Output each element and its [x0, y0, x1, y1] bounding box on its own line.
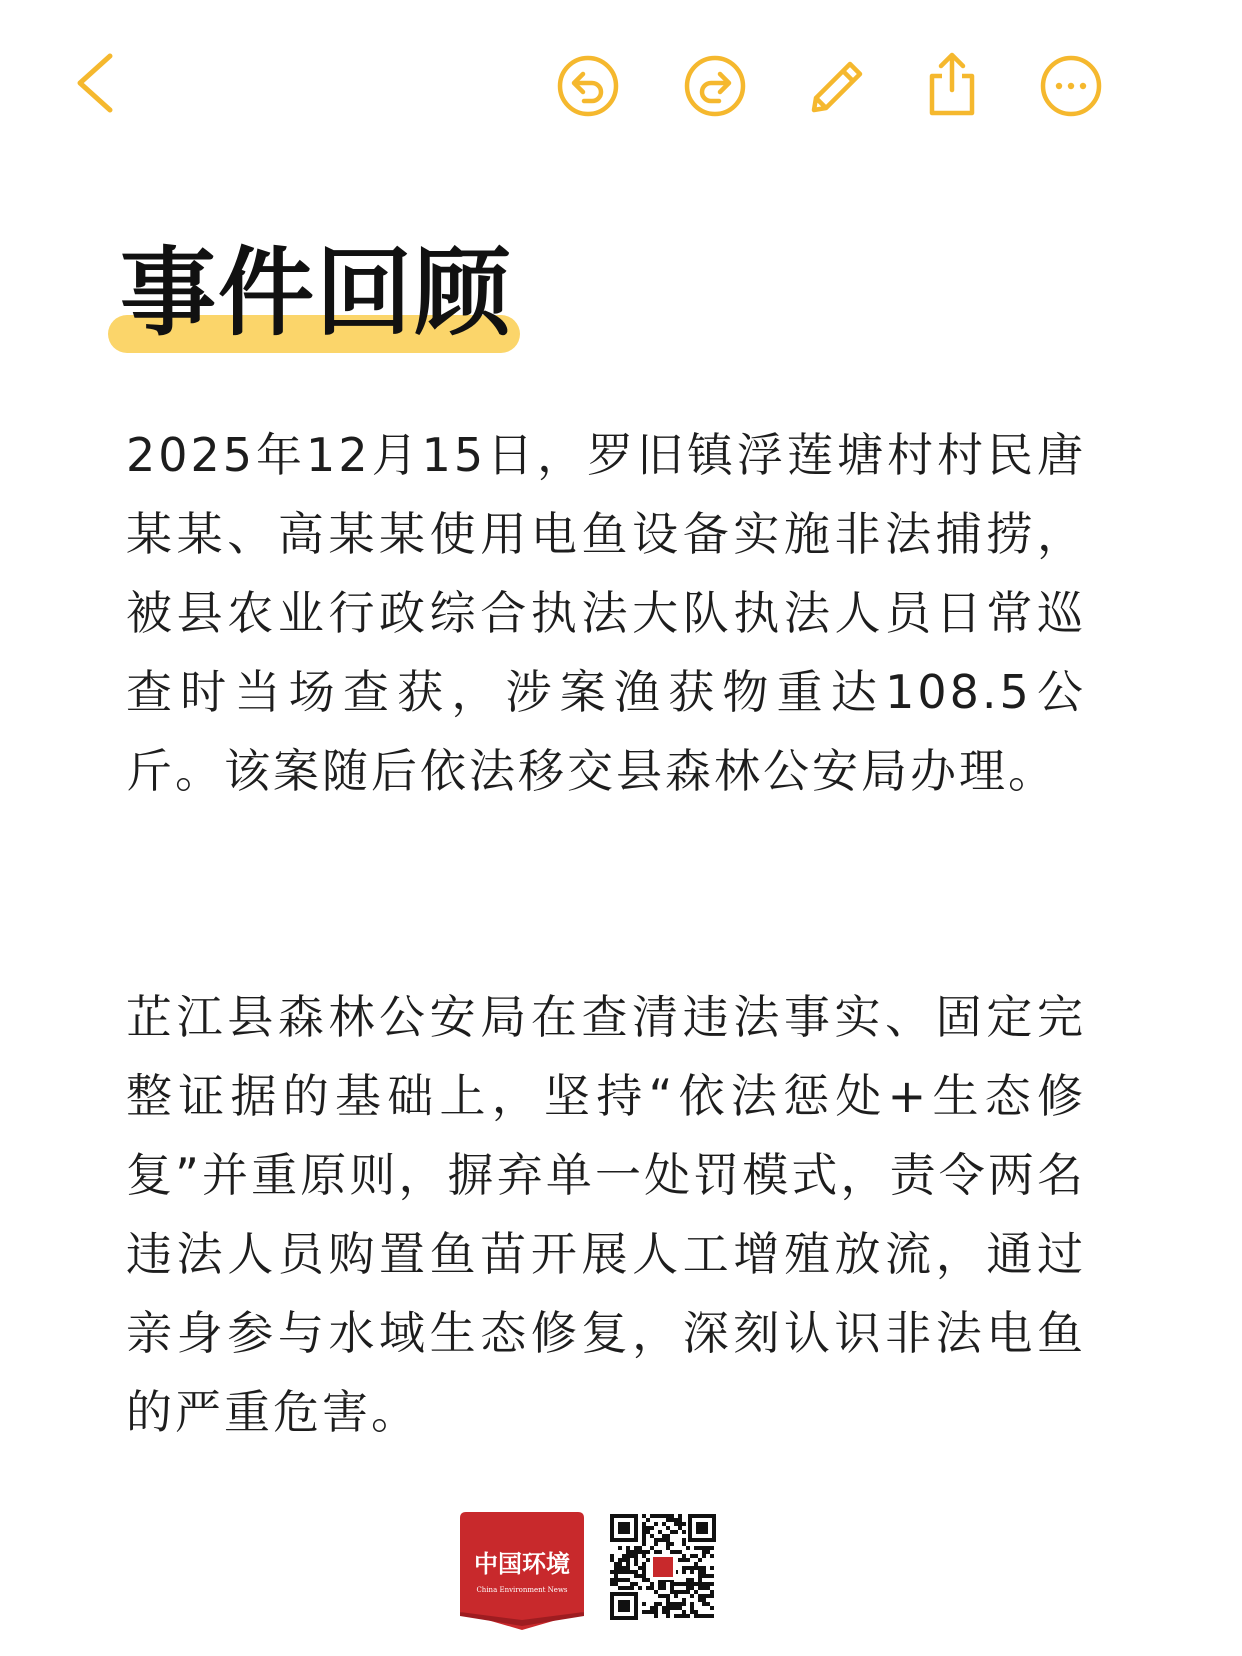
share-icon: [922, 50, 982, 118]
paragraph-outcome: 芷江县森林公安局在查清违法事实、固定完整证据的基础上，坚持“依法惩处+生态修复”并重原则，摒弃单一处罚模式，责令两名违法人员购置鱼苗开展人工增殖放流，通过亲身参与水域生态修复，深刻认识非法电鱼的严重危害。: [126, 990, 1086, 1439]
redo-icon: [683, 54, 747, 118]
heading-title: 事件回顾: [120, 237, 512, 349]
qr-code-icon: [610, 1514, 716, 1620]
toolbar: [0, 0, 1242, 180]
section-heading: [108, 232, 528, 362]
undo-icon: [556, 54, 620, 118]
back-button[interactable]: [64, 50, 128, 116]
chevron-left-icon: [64, 50, 128, 116]
undo-button[interactable]: [556, 54, 620, 118]
more-button[interactable]: [1039, 54, 1103, 118]
share-button[interactable]: [922, 50, 982, 118]
paragraph-event: 2025年12月15日，罗旧镇浮莲塘村村民唐某某、高某某使用电鱼设备实施非法捕捞，被县农业行政综合执法大队执法人员日常巡查时当场查获，涉案渔获物重达108.5公斤。该案随后依法移交县森林公安局办理。: [126, 428, 1086, 798]
china-environment-logo: [460, 1512, 584, 1630]
footer: [0, 1500, 1242, 1640]
pencil-icon: [806, 54, 870, 118]
logo-title: 中国环境: [474, 1549, 570, 1578]
more-horizontal-icon: [1039, 54, 1103, 118]
redo-button[interactable]: [683, 54, 747, 118]
edit-button[interactable]: [806, 54, 870, 118]
logo-subtitle: China Environment News: [476, 1586, 568, 1594]
